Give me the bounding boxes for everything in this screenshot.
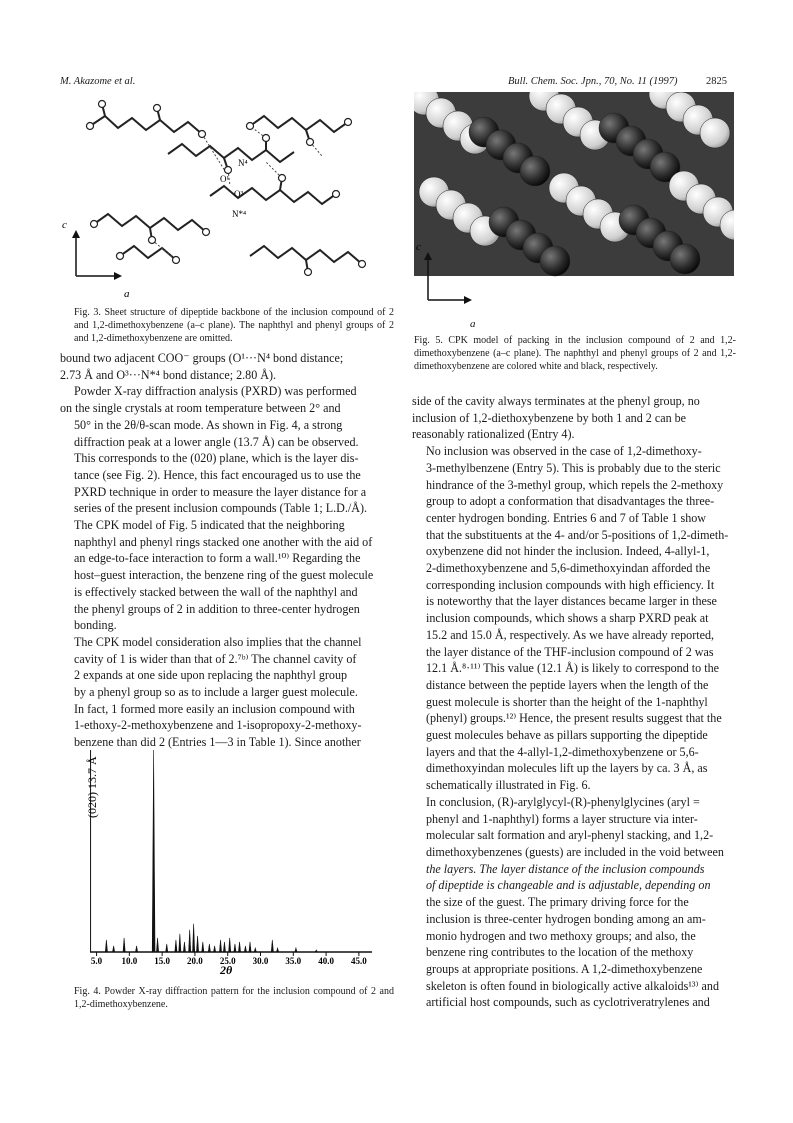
fig4-chart-marks: [90, 750, 372, 966]
page-number: 2825: [706, 76, 727, 87]
phenyl-sphere-black: [520, 156, 550, 186]
x-tick-label: 25.0: [219, 956, 236, 966]
diffraction-peak: [208, 944, 210, 952]
left-paragraph-3: The CPK model of Fig. 5 indicated that the neighboring naphthyl and phenyl rings stacked one another with the aid of an edge-to-face interaction to form a wall.¹⁰⁾ Regarding the host–guest interaction, the benzene ring of the guest molecule is effectively stacked between the wall of the naphthyl and the phenyl groups of 2 in addition to three-center hydrogen bonding.: [74, 518, 374, 633]
diffraction-peak: [234, 944, 236, 952]
fig4-pxrd-chart: [80, 742, 380, 984]
fig3-axis-c-label: c: [62, 219, 67, 231]
diffraction-peak: [202, 942, 204, 952]
fig5-axis-a-arrowhead: [464, 296, 472, 304]
right-paragraph-3: In conclusion, (R)-arylglycyl-(R)-phenylglycines (aryl = phenyl and 1-naphthyl) forms a layer structure via inter- molecular salt formation and aryl-phenyl stacking, and 1,2- dimethoxybenzenes (guests) are included in the void between the layers. The layer distance of the inclusion compounds of dipeptide is changeable and is adjustable, depending on the size of the guest. The primary driving force for the inclusion is three-center hydrogen bonding among an am- monio hydrogen and two methoxy groups; and also, the benzene ring contributes to the location of the methoxy groups at appropriate positions. A 1,2-dimethoxybenzene skeleton is often found in biologically active alkaloids¹³⁾ and artificial host compounds, such as cyclotriveratrylenes and: [426, 794, 724, 1010]
fig4-x-axis-label: 2θ: [220, 963, 233, 977]
right-paragraph-1: side of the cavity always terminates at the phenyl group, no inclusion of 1,2-diethoxybenzene by both 1 and 2 can be reasonably rationalized (Entry 4).: [412, 394, 700, 442]
diffraction-peak: [244, 946, 246, 952]
diffraction-peak: [105, 940, 107, 952]
right-column-text: [412, 393, 736, 1011]
diffraction-peak: [123, 938, 125, 952]
fig5-axis-c-label: c: [416, 241, 421, 253]
running-header-authors: M. Akazome et al.: [60, 76, 136, 87]
x-tick-label: 30.0: [252, 956, 269, 966]
diffraction-peak: [179, 934, 181, 952]
fig4-caption: Fig. 4. Powder X-ray diffraction pattern for the inclusion compound of 2 and 1,2-dimethoxybenzene.: [74, 986, 394, 1010]
phenyl-sphere-black: [670, 244, 700, 274]
fig3-axis-c-arrowhead: [72, 230, 80, 238]
diffraction-peak: [271, 940, 273, 952]
fig3-axis-a-arrowhead: [114, 272, 122, 280]
diffraction-peak: [183, 942, 185, 952]
fig4-peak-label: (020) 13.7 Å: [85, 756, 99, 818]
right-paragraph-2: No inclusion was observed in the case of 1,2-dimethoxy- 3-methylbenzene (Entry 5). This is probably due to the steric hindrance of the 3-methyl group, which repels the 2-methoxy group to adopt a conformation that disadvantages the three- center hydrogen bonding. Entries 6 and 7 of Table 1 show that the substituents at the 4- and/or 5-positions of 1,2-dimeth- oxybenzene did not hinder the inclusion. Indeed, 4-allyl-1, 2-dimethoxybenzene and 5,6-dimethoxyindan afforded the corresponding inclusion compounds with high efficiency. It is noteworthy that the layer distances became larger in these inclusion compounds, which shows a sharp PXRD peak at 15.2 and 15.0 Å, respectively. As we have already reported, the layer distance of the THF-inclusion compound of 2 was 12.1 Å.⁸·¹¹⁾ This value (12.1 Å) is likely to correspond to the distance between the peptide layers when the length of the guest molecule is shorter than the height of the 1-naphthyl (phenyl) groups.¹²⁾ Hence, the present results suggest that the guest molecules behave as pillars supporting the dipeptide layers and that the 4-allyl-1,2-dimethoxybenzene or 5,6- dimethoxyindan molecules lift up the layers by ca. 3 Å, as schematically illustrated in Fig. 6.: [426, 444, 729, 793]
fig3-label-n4: N⁴: [238, 158, 248, 168]
diffraction-peak: [254, 948, 256, 952]
left-column-text: [60, 350, 390, 751]
diffraction-peak: [196, 936, 198, 952]
fig3-axis-a-label: a: [124, 288, 130, 300]
fig5-axis-a-label: a: [470, 318, 476, 330]
running-header-journal: Bull. Chem. Soc. Jpn., 70, No. 11 (1997): [508, 76, 678, 87]
naphthyl-sphere-white: [700, 118, 730, 148]
diffraction-peak: [219, 940, 221, 952]
fig3-sheet-structure-drawing: [60, 96, 390, 301]
diffraction-peak: [152, 750, 155, 952]
left-paragraph-1: bound two adjacent COO⁻ groups (O¹···N⁴ bond distance; 2.73 Å and O³···N*⁴ bond distance; 2.80 Å).: [60, 351, 344, 382]
x-tick-label: 40.0: [318, 956, 334, 966]
diffraction-peak: [223, 942, 225, 952]
diffraction-peak: [238, 942, 240, 952]
diffraction-peak: [193, 924, 195, 952]
diffraction-peak: [214, 946, 216, 952]
x-tick-label: 15.0: [154, 956, 171, 966]
fig3-label-o1: O¹: [220, 174, 230, 184]
diffraction-peak: [156, 938, 158, 952]
fig3-molecule-chains: [90, 104, 362, 272]
fig3-caption: Fig. 3. Sheet structure of dipeptide backbone of the inclusion compound of 2 and 1,2-dimethoxybenzene (a–c plane). The naphthyl and phenyl groups of 2 and 1,2-dimethoxybenzene are omitted.: [74, 307, 394, 344]
diffraction-peak: [113, 946, 115, 952]
left-paragraph-2: Powder X-ray diffraction analysis (PXRD) was performed on the single crystals at room temperature between 2° and 50° in the 2θ/θ-scan mode. As shown in Fig. 4, a strong diffraction peak at a lower angle (13.7 Å) can be observed. This corresponds to the (020) plane, which is the layer dis- tance (see Fig. 2). Hence, this fact encouraged us to use the PXRD technique in order to measure the layer distance for a series of the present inclusion compounds (Table 1; L.D./Å).: [60, 384, 368, 516]
left-paragraph-4: The CPK model consideration also implies that the channel cavity of 1 is wider than that of 2.⁷ᵇ⁾ The channel cavity of 2 expands at one side upon replacing the naphthyl group by a phenyl group so as to include a larger guest molecule. In fact, 1 formed more easily an inclusion compound with 1-ethoxy-2-methoxybenzene and 1-isopropoxy-2-methoxy- benzene than did 2 (Entries 1—3 in Table 1). Since another: [74, 634, 362, 750]
x-tick-label: 10.0: [121, 956, 138, 966]
diffraction-peak: [276, 948, 278, 952]
x-tick-label: 45.0: [351, 956, 367, 966]
x-tick-label: 5.0: [90, 956, 103, 966]
diffraction-peak: [315, 950, 317, 952]
fig5-cpk-model-drawing: [414, 92, 734, 314]
fig5-caption: Fig. 5. CPK model of packing in the inclusion compound of 2 and 1,2-dimethoxybenzene (a–c plane). The naphthyl and phenyl groups of 2 and 1,2-dimethoxybenzene are colored white and black, respectively.: [414, 335, 736, 372]
diffraction-peak: [229, 938, 231, 952]
diffraction-peak: [295, 948, 297, 952]
diffraction-peak: [189, 930, 191, 952]
fig3-label-n4star: N*⁴: [232, 209, 247, 219]
x-tick-label: 20.0: [187, 956, 203, 966]
diffraction-peak: [135, 946, 137, 952]
phenyl-sphere-black: [540, 246, 570, 276]
diffraction-peak: [166, 944, 168, 952]
diffraction-peak: [249, 942, 251, 952]
fig3-label-o3: O³: [234, 189, 244, 199]
diffraction-peak: [175, 940, 177, 952]
x-tick-label: 35.0: [285, 956, 302, 966]
